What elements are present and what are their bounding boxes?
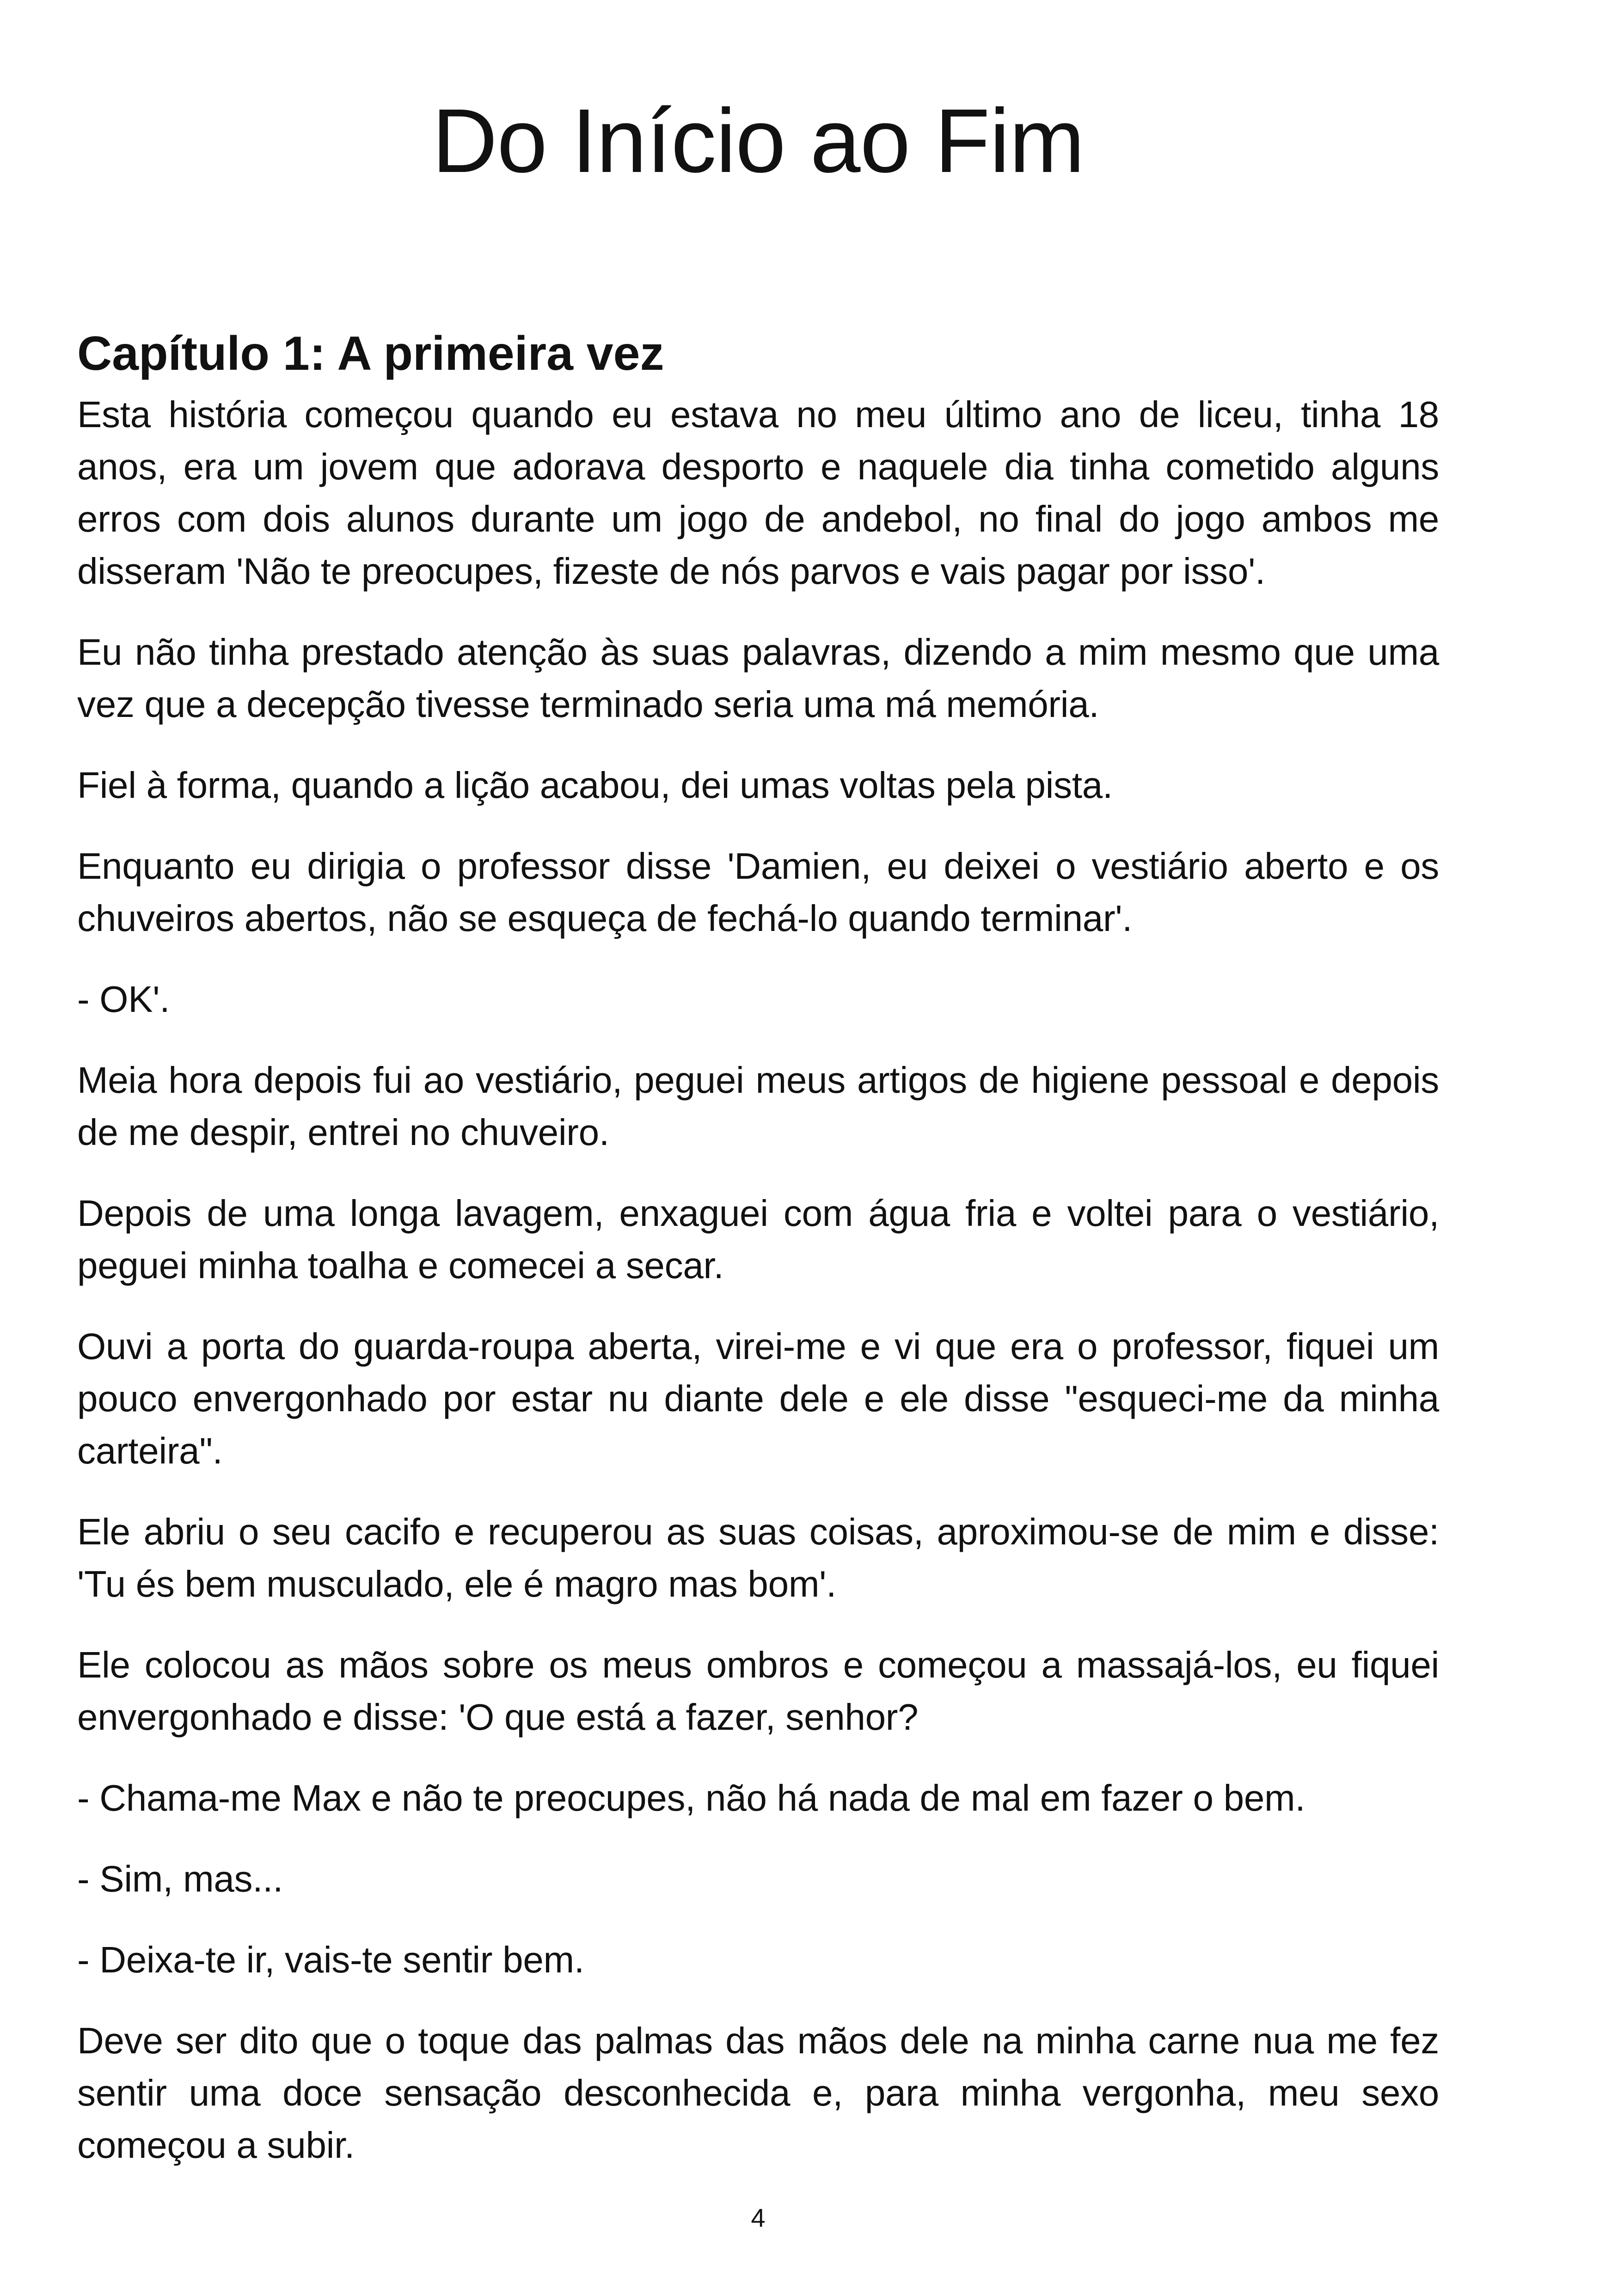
paragraph: Fiel à forma, quando a lição acabou, dei umas voltas pela pista. [77,765,1113,806]
book-title: Do Início ao Fim [432,90,1085,191]
paragraph: Eu não tinha prestado atenção às suas palavras, dizendo a mim mesmo que uma vez que a decepção tivesse terminado seria uma má memória. [77,631,1439,725]
chapter-heading: Capítulo 1: A primeira vez [77,327,664,380]
paragraph: Esta história começou quando eu estava no meu último ano de liceu, tinha 18 anos, era um jovem que adorava desporto e naquele dia tinha cometido alguns erros com dois alunos durante um jogo de andebol, no final do jogo ambos me disseram 'Não te preocupes, fizeste de nós parvos e vais pagar por isso'. [77,394,1439,592]
chapter-content [77,319,1439,2200]
paragraph: Meia hora depois fui ao vestiário, peguei meus artigos de higiene pessoal e depois de me despir, entrei no chuveiro. [77,1059,1439,1153]
paragraph: - OK'. [77,979,170,1020]
paragraph: Ele colocou as mãos sobre os meus ombros e começou a massajá-los, eu fiquei envergonhado e disse: 'O que está a fazer, senhor? [77,1644,1439,1738]
paragraph: Enquanto eu dirigia o professor disse 'Damien, eu deixei o vestiário aberto e os chuveiros abertos, não se esqueça de fechá-lo quando terminar'. [77,845,1439,939]
paragraph: - Chama-me Max e não te preocupes, não há nada de mal em fazer o bem. [77,1777,1305,1818]
paragraph: Depois de uma longa lavagem, enxaguei com água fria e voltei para o vestiário, peguei minha toalha e comecei a secar. [77,1193,1439,1286]
page-number: 4 [751,2203,766,2232]
paragraph: Ele abriu o seu cacifo e recuperou as suas coisas, aproximou-se de mim e disse: 'Tu és bem musculado, ele é magro mas bom'. [77,1511,1439,1604]
paragraph: Deve ser dito que o toque das palmas das mãos dele na minha carne nua me fez sentir uma doce sensação desconhecida e, para minha vergonha, meu sexo começou a subir. [77,2020,1439,2166]
paragraph: - Deixa-te ir, vais-te sentir bem. [77,1939,584,1980]
paragraph: Ouvi a porta do guarda-roupa aberta, virei-me e vi que era o professor, fiquei um pouco envergonhado por estar nu diante dele e ele disse "esqueci-me da minha carteira". [77,1326,1439,1471]
paragraph: - Sim, mas... [77,1858,283,1899]
